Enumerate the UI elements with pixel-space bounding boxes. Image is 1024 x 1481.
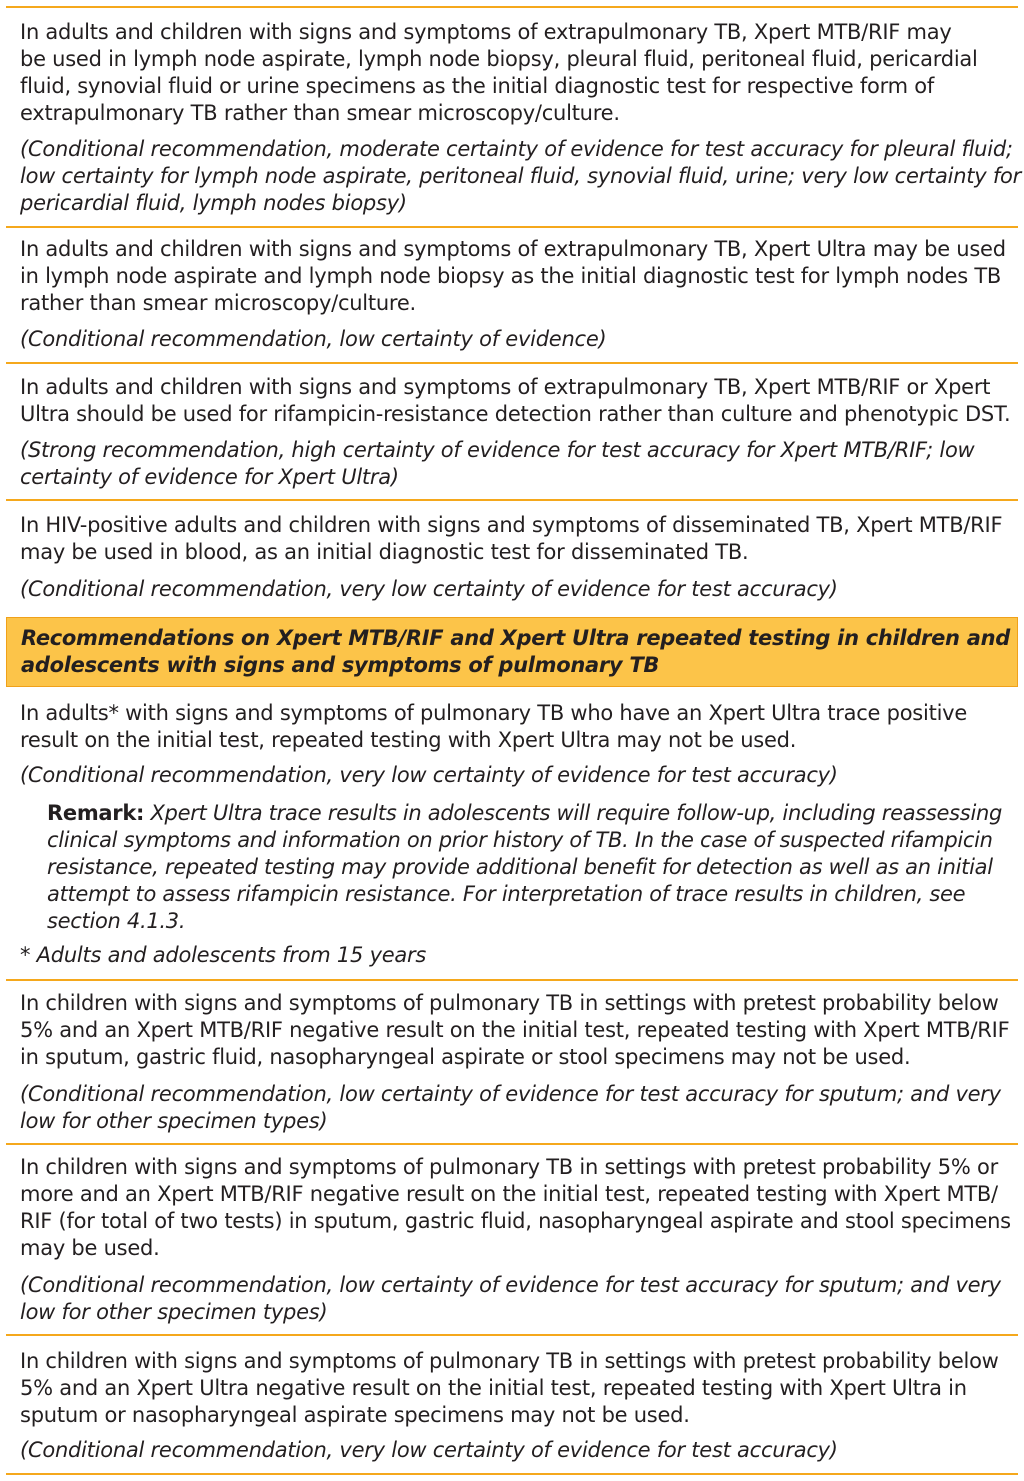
row-divider [6,499,1018,501]
remark-label: Remark: [47,801,145,825]
recommendation-grade: (Conditional recommendation, moderate certainty of evidence for test accuracy for pleural fluid; low certainty for lymph node aspirate, peritoneal fluid, synovial fluid, urine; very low certainty for pericardial fluid, lymph nodes biopsy) [20,137,1021,215]
recommendation-text: In children with signs and symptoms of pulmonary TB in settings with pretest probability below 5% and an Xpert MTB/RIF negative result on the initial test, repeated testing with Xpert MTB/RIF in sputum, gastric fluid, nasopharyngeal aspirate or stool specimens may not be used. [20,991,1010,1069]
row-divider [6,362,1018,364]
row-divider [6,1334,1018,1336]
recommendation-text: In adults* with signs and symptoms of pulmonary TB who have an Xpert Ultra trace positive result on the initial test, repeated testing with Xpert Ultra may not be used. [20,701,968,752]
row-divider [6,979,1018,981]
recommendation-grade: (Conditional recommendation, very low certainty of evidence for test accuracy) [20,577,838,601]
row-divider [6,6,1018,8]
recommendation-grade: (Conditional recommendation, low certainty of evidence) [20,327,607,351]
section-header: Recommendations on Xpert MTB/RIF and Xpert Ultra repeated testing in children and adolescents with signs and symptoms of pulmonary TB [6,617,1018,687]
recommendation-text: In adults and children with signs and symptoms of extrapulmonary TB, Xpert Ultra may be used in lymph node aspirate and lymph node biopsy as the initial diagnostic test for lymph nodes TB rather than smear microscopy/culture. [20,237,1006,315]
recommendation-grade: (Strong recommendation, high certainty of evidence for test accuracy for Xpert MTB/RIF; low certainty of evidence for Xpert Ultra) [20,438,975,489]
recommendation-text: In children with signs and symptoms of pulmonary TB in settings with pretest probability below 5% and an Xpert Ultra negative result on the initial test, repeated testing with Xpert Ultra in sputum or nasopharyngeal aspirate specimens may not be used. [20,1349,999,1427]
recommendation-grade: (Conditional recommendation, low certainty of evidence for test accuracy for sputum; and very low for other specimen types) [20,1082,1001,1133]
row-divider [6,1143,1018,1145]
footnote: * Adults and adolescents from 15 years [20,943,427,967]
recommendation-grade: (Conditional recommendation, low certainty of evidence for test accuracy for sputum; and very low for other specimen types) [20,1273,1001,1324]
recommendation-text: In adults and children with signs and symptoms of extrapulmonary TB, Xpert MTB/RIF or Xpert Ultra should be used for rifampicin-resistance detection rather than culture and phenotypic DST. [20,375,1011,426]
recommendation-text: In adults and children with signs and symptoms of extrapulmonary TB, Xpert MTB/RIF may be used in lymph node aspirate, lymph node biopsy, pleural fluid, peritoneal fluid, pericardial fluid, synovial fluid or urine specimens as the initial diagnostic test for respective form of extrapulmonary TB rather than smear microscopy/culture. [20,20,978,125]
recommendation-grade: (Conditional recommendation, very low certainty of evidence for test accuracy) [20,1438,838,1462]
recommendation-grade: (Conditional recommendation, very low certainty of evidence for test accuracy) [20,763,838,787]
recommendation-text: In HIV-positive adults and children with signs and symptoms of disseminated TB, Xpert MTB/RIF may be used in blood, as an initial diagnostic test for disseminated TB. [20,513,1003,564]
remark: Remark: Xpert Ultra trace results in adolescents will require follow-up, including reassessing clinical symptoms and information on prior history of TB. In the case of suspected rifampicin resistance, repeated testing may provide additional benefit for detection as well as an initial attempt to assess rifampicin resistance. For interpretation of trace results in children, see section 4.1.3. [47,801,1003,933]
row-divider [6,226,1018,228]
row-divider [6,1473,1018,1475]
recommendation-text: In children with signs and symptoms of pulmonary TB in settings with pretest probability 5% or more and an Xpert MTB/RIF negative result on the initial test, repeated testing with Xpert MTB/ RIF (for total of two tests) in sputum, gastric fluid, nasopharyngeal aspirate and stool specimens may be used. [20,1155,1011,1260]
